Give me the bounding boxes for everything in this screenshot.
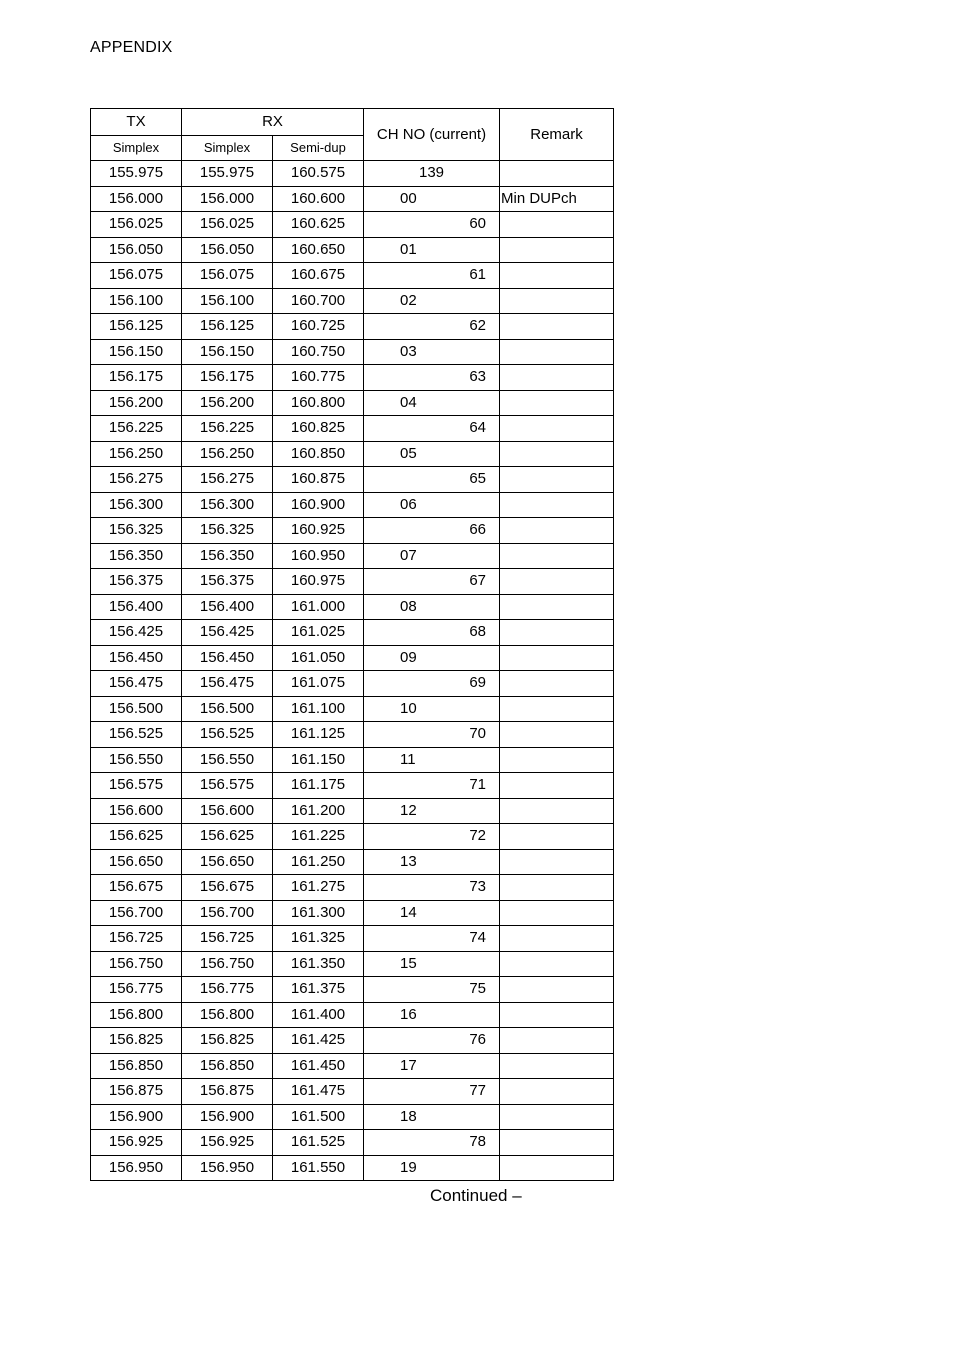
ch-no-cell: 67 [364,569,500,595]
remark-cell [500,1130,614,1156]
rx-semidup-cell: 160.925 [273,518,364,544]
table-row [91,212,614,238]
tx-simplex-cell: 156.375 [91,569,182,595]
tx-simplex-cell: 156.850 [91,1053,182,1079]
page-header: APPENDIX [90,39,173,56]
rx-simplex-cell: 156.700 [182,900,273,926]
ch-no-cell: 09 [364,645,500,671]
rx-simplex-cell: 155.975 [182,161,273,187]
ch-no-cell: 17 [364,1053,500,1079]
ch-no-cell: 01 [364,237,500,263]
tx-simplex-cell: 156.725 [91,926,182,952]
table-row [91,288,614,314]
remark-cell [500,798,614,824]
table-row [91,1028,614,1054]
rx-simplex-cell: 156.800 [182,1002,273,1028]
ch-no-cell: 73 [364,875,500,901]
table-row [91,1130,614,1156]
rx-semidup-cell: 161.525 [273,1130,364,1156]
table-row [91,186,614,212]
tx-simplex-cell: 156.450 [91,645,182,671]
tx-simplex-cell: 156.100 [91,288,182,314]
rx-semidup-cell: 161.300 [273,900,364,926]
ch-no-cell: 10 [364,696,500,722]
remark-cell [500,645,614,671]
remark-cell [500,569,614,595]
ch-no-cell: 77 [364,1079,500,1105]
table-row [91,900,614,926]
tx-simplex-cell: 156.950 [91,1155,182,1181]
header-row-1 [91,109,614,136]
rx-simplex-cell: 156.525 [182,722,273,748]
rx-semidup-cell: 160.700 [273,288,364,314]
rx-simplex-cell: 156.450 [182,645,273,671]
table-row [91,1155,614,1181]
table-row [91,773,614,799]
remark-cell [500,1002,614,1028]
rx-simplex-cell: 156.950 [182,1155,273,1181]
ch-no-cell: 69 [364,671,500,697]
rx-simplex-cell: 156.125 [182,314,273,340]
table-row [91,339,614,365]
ch-no-cell: 72 [364,824,500,850]
ch-no-cell: 66 [364,518,500,544]
tx-simplex-cell: 156.325 [91,518,182,544]
rx-semidup-cell: 161.075 [273,671,364,697]
remark-cell [500,875,614,901]
rx-semidup-cell: 160.650 [273,237,364,263]
ch-no-cell: 02 [364,288,500,314]
tx-simplex-cell: 156.350 [91,543,182,569]
rx-semidup-cell: 161.350 [273,951,364,977]
rx-semidup-cell: 161.450 [273,1053,364,1079]
header-rx-simplex: Simplex [182,136,273,161]
table-row [91,926,614,952]
table-row [91,849,614,875]
continued-note: Continued – [430,1186,522,1205]
table-row [91,671,614,697]
tx-simplex-cell: 156.800 [91,1002,182,1028]
remark-cell [500,161,614,187]
tx-simplex-cell: 156.300 [91,492,182,518]
rx-semidup-cell: 161.200 [273,798,364,824]
table-row [91,1053,614,1079]
header-rx: RX [182,109,364,136]
ch-no-cell: 70 [364,722,500,748]
table-row [91,645,614,671]
ch-no-cell: 14 [364,900,500,926]
rx-semidup-cell: 160.800 [273,390,364,416]
ch-no-cell: 13 [364,849,500,875]
header-remark: Remark [500,109,614,161]
table-row [91,237,614,263]
ch-no-cell: 16 [364,1002,500,1028]
table-row [91,1079,614,1105]
remark-cell [500,314,614,340]
rx-semidup-cell: 161.550 [273,1155,364,1181]
ch-no-cell: 78 [364,1130,500,1156]
tx-simplex-cell: 156.825 [91,1028,182,1054]
tx-simplex-cell: 156.650 [91,849,182,875]
tx-simplex-cell: 156.925 [91,1130,182,1156]
rx-semidup-cell: 160.675 [273,263,364,289]
tx-simplex-cell: 156.675 [91,875,182,901]
tx-simplex-cell: 156.075 [91,263,182,289]
ch-no-cell: 15 [364,951,500,977]
remark-cell [500,1104,614,1130]
tx-simplex-cell: 156.550 [91,747,182,773]
table-row [91,951,614,977]
ch-no-cell: 12 [364,798,500,824]
rx-semidup-cell: 161.025 [273,620,364,646]
rx-simplex-cell: 156.300 [182,492,273,518]
header-rx-semidup: Semi-dup [273,136,364,161]
remark-cell [500,543,614,569]
rx-simplex-cell: 156.150 [182,339,273,365]
tx-simplex-cell: 156.000 [91,186,182,212]
remark-cell [500,926,614,952]
rx-semidup-cell: 161.475 [273,1079,364,1105]
table-row [91,747,614,773]
remark-cell [500,620,614,646]
ch-no-cell: 08 [364,594,500,620]
tx-simplex-cell: 156.225 [91,416,182,442]
ch-no-cell: 05 [364,441,500,467]
table-row [91,875,614,901]
remark-cell [500,1155,614,1181]
table-row [91,263,614,289]
rx-simplex-cell: 156.425 [182,620,273,646]
ch-no-cell: 03 [364,339,500,365]
ch-no-cell: 11 [364,747,500,773]
remark-cell [500,416,614,442]
rx-simplex-cell: 156.050 [182,237,273,263]
table-row [91,390,614,416]
rx-simplex-cell: 156.075 [182,263,273,289]
tx-simplex-cell: 156.425 [91,620,182,646]
ch-no-cell: 62 [364,314,500,340]
rx-simplex-cell: 156.175 [182,365,273,391]
ch-no-cell: 60 [364,212,500,238]
tx-simplex-cell: 156.400 [91,594,182,620]
rx-simplex-cell: 156.900 [182,1104,273,1130]
tx-simplex-cell: 156.500 [91,696,182,722]
tx-simplex-cell: 156.025 [91,212,182,238]
rx-simplex-cell: 156.725 [182,926,273,952]
table-row [91,594,614,620]
rx-simplex-cell: 156.350 [182,543,273,569]
remark-cell [500,288,614,314]
rx-simplex-cell: 156.650 [182,849,273,875]
remark-cell [500,671,614,697]
tx-simplex-cell: 156.625 [91,824,182,850]
rx-simplex-cell: 156.100 [182,288,273,314]
rx-semidup-cell: 160.625 [273,212,364,238]
tx-simplex-cell: 156.700 [91,900,182,926]
remark-cell [500,977,614,1003]
rx-simplex-cell: 156.600 [182,798,273,824]
ch-no-cell: 63 [364,365,500,391]
table-row [91,1002,614,1028]
rx-simplex-cell: 156.925 [182,1130,273,1156]
ch-no-cell: 06 [364,492,500,518]
tx-simplex-cell: 156.275 [91,467,182,493]
rx-semidup-cell: 161.400 [273,1002,364,1028]
remark-cell [500,849,614,875]
table-row [91,1104,614,1130]
ch-no-cell: 65 [364,467,500,493]
remark-cell [500,747,614,773]
ch-no-cell: 64 [364,416,500,442]
rx-semidup-cell: 160.900 [273,492,364,518]
remark-cell [500,339,614,365]
tx-simplex-cell: 156.475 [91,671,182,697]
ch-no-cell: 75 [364,977,500,1003]
ch-no-cell: 68 [364,620,500,646]
rx-simplex-cell: 156.475 [182,671,273,697]
rx-semidup-cell: 160.975 [273,569,364,595]
rx-semidup-cell: 161.100 [273,696,364,722]
ch-no-cell: 61 [364,263,500,289]
rx-simplex-cell: 156.625 [182,824,273,850]
rx-simplex-cell: 156.550 [182,747,273,773]
rx-semidup-cell: 160.875 [273,467,364,493]
tx-simplex-cell: 155.975 [91,161,182,187]
ch-no-cell: 00 [364,186,500,212]
rx-simplex-cell: 156.825 [182,1028,273,1054]
remark-cell: Min DUPch [500,186,614,212]
table-row [91,569,614,595]
tx-simplex-cell: 156.050 [91,237,182,263]
remark-cell [500,237,614,263]
rx-semidup-cell: 161.175 [273,773,364,799]
tx-simplex-cell: 156.750 [91,951,182,977]
remark-cell [500,1079,614,1105]
tx-simplex-cell: 156.250 [91,441,182,467]
ch-no-cell: 19 [364,1155,500,1181]
remark-cell [500,263,614,289]
rx-simplex-cell: 156.025 [182,212,273,238]
rx-semidup-cell: 160.825 [273,416,364,442]
header-tx: TX [91,109,182,136]
table-row [91,696,614,722]
rx-semidup-cell: 161.325 [273,926,364,952]
rx-semidup-cell: 160.725 [273,314,364,340]
tx-simplex-cell: 156.900 [91,1104,182,1130]
tx-simplex-cell: 156.600 [91,798,182,824]
remark-cell [500,594,614,620]
table-row [91,161,614,187]
rx-simplex-cell: 156.375 [182,569,273,595]
tx-simplex-cell: 156.200 [91,390,182,416]
remark-cell [500,441,614,467]
tx-simplex-cell: 156.775 [91,977,182,1003]
rx-simplex-cell: 156.500 [182,696,273,722]
rx-semidup-cell: 160.750 [273,339,364,365]
rx-simplex-cell: 156.400 [182,594,273,620]
rx-simplex-cell: 156.575 [182,773,273,799]
tx-simplex-cell: 156.150 [91,339,182,365]
rx-simplex-cell: 156.775 [182,977,273,1003]
tx-simplex-cell: 156.875 [91,1079,182,1105]
rx-semidup-cell: 161.375 [273,977,364,1003]
remark-cell [500,900,614,926]
tx-simplex-cell: 156.175 [91,365,182,391]
rx-semidup-cell: 160.600 [273,186,364,212]
header-ch-no: CH NO (current) [364,109,500,161]
table-row [91,518,614,544]
rx-semidup-cell: 160.575 [273,161,364,187]
remark-cell [500,467,614,493]
rx-simplex-cell: 156.750 [182,951,273,977]
tx-simplex-cell: 156.525 [91,722,182,748]
rx-simplex-cell: 156.000 [182,186,273,212]
rx-simplex-cell: 156.275 [182,467,273,493]
rx-semidup-cell: 161.050 [273,645,364,671]
rx-semidup-cell: 161.425 [273,1028,364,1054]
rx-semidup-cell: 161.000 [273,594,364,620]
remark-cell [500,951,614,977]
remark-cell [500,212,614,238]
ch-no-cell: 71 [364,773,500,799]
ch-no-cell: 07 [364,543,500,569]
table-row [91,824,614,850]
ch-no-cell: 18 [364,1104,500,1130]
ch-no-cell: 76 [364,1028,500,1054]
table-row [91,722,614,748]
remark-cell [500,773,614,799]
rx-simplex-cell: 156.325 [182,518,273,544]
remark-cell [500,1053,614,1079]
tx-simplex-cell: 156.575 [91,773,182,799]
remark-cell [500,696,614,722]
rx-semidup-cell: 161.500 [273,1104,364,1130]
remark-cell [500,492,614,518]
header-tx-simplex: Simplex [91,136,182,161]
table-row [91,441,614,467]
rx-semidup-cell: 161.250 [273,849,364,875]
table-row [91,416,614,442]
table-row [91,798,614,824]
ch-no-cell: 139 [364,161,500,187]
rx-simplex-cell: 156.200 [182,390,273,416]
rx-simplex-cell: 156.850 [182,1053,273,1079]
rx-simplex-cell: 156.675 [182,875,273,901]
rx-semidup-cell: 161.225 [273,824,364,850]
rx-semidup-cell: 161.275 [273,875,364,901]
table-row [91,492,614,518]
rx-semidup-cell: 160.850 [273,441,364,467]
remark-cell [500,365,614,391]
remark-cell [500,824,614,850]
remark-cell [500,722,614,748]
table-row [91,543,614,569]
ch-no-cell: 04 [364,390,500,416]
table-row [91,314,614,340]
channel-table [90,108,614,1181]
rx-semidup-cell: 161.125 [273,722,364,748]
rx-simplex-cell: 156.250 [182,441,273,467]
tx-simplex-cell: 156.125 [91,314,182,340]
table-row [91,365,614,391]
ch-no-cell: 74 [364,926,500,952]
rx-semidup-cell: 161.150 [273,747,364,773]
table-row [91,467,614,493]
remark-cell [500,518,614,544]
table-row [91,620,614,646]
rx-semidup-cell: 160.950 [273,543,364,569]
rx-semidup-cell: 160.775 [273,365,364,391]
remark-cell [500,390,614,416]
table-row [91,977,614,1003]
rx-simplex-cell: 156.875 [182,1079,273,1105]
rx-simplex-cell: 156.225 [182,416,273,442]
remark-cell [500,1028,614,1054]
